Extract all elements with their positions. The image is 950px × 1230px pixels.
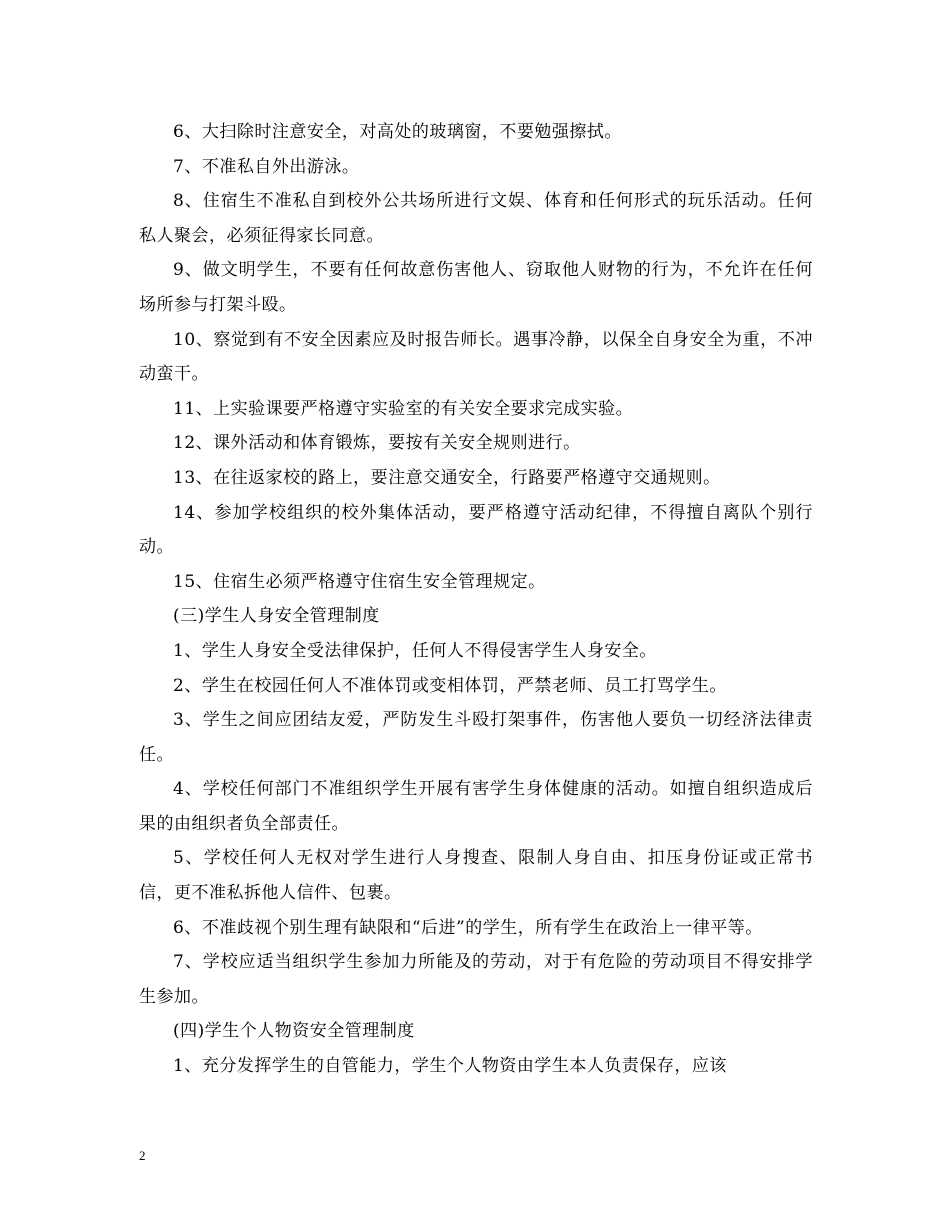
section-heading-property-safety: (四)学生个人物资安全管理制度 (173, 1021, 415, 1042)
paragraph-rule-11-laboratory: 11、上实验课要严格遵守实验室的有关安全要求完成实验。 (173, 398, 634, 419)
paragraph-rule-7-swimming: 7、不准私自外出游泳。 (173, 156, 360, 177)
paragraph-rule-12-activities: 12、课外活动和体育锻炼，要按有关安全规则进行。 (173, 433, 581, 454)
paragraph-rule-15-dormitory: 15、住宿生必须严格遵守住宿生安全管理规定。 (173, 571, 546, 592)
paragraph-rule-13-traffic: 13、在往返家校的路上，要注意交通安全，行路要严格遵守交通规则。 (173, 467, 721, 488)
paragraph-personal-rule-4: 4、学校任何部门不准组织学生开展有害学生身体健康的活动。如擅自组织造成后果的由组织者负全部责任。 (139, 779, 813, 834)
paragraph-rule-14-outings: 14、参加学校组织的校外集体活动，要严格遵守活动纪律，不得擅自离队个别行动。 (139, 502, 813, 558)
paragraph-personal-rule-1: 1、学生人身安全受法律保护，任何人不得侵害学生人身安全。 (173, 640, 657, 661)
paragraph-rule-8-boarders: 8、住宿生不准私自到校外公共场所进行文娱、体育和任何形式的玩乐活动。任何私人聚会，必须征得家长同意。 (139, 191, 813, 246)
paragraph-personal-rule-3: 3、学生之间应团结友爱，严防发生斗殴打架事件，伤害他人要负一切经济法律责任。 (139, 710, 813, 765)
paragraph-personal-rule-6: 6、不准歧视个别生理有缺限和“后进”的学生，所有学生在政治上一律平等。 (173, 917, 763, 938)
paragraph-property-rule-1: 1、充分发挥学生的自管能力，学生个人物资由学生本人负责保存，应该 (173, 1056, 727, 1077)
document-body (139, 115, 813, 1084)
paragraph-rule-10-reporting: 10、察觉到有不安全因素应及时报告师长。遇事冷静，以保全自身安全为重，不冲动蛮干。 (139, 329, 813, 385)
paragraph-personal-rule-7: 7、学校应适当组织学生参加力所能及的劳动，对于有危险的劳动项目不得安排学生参加。 (139, 952, 813, 1007)
paragraph-rule-6-cleaning: 6、大扫除时注意安全，对高处的玻璃窗，不要勉强擦拭。 (173, 122, 622, 142)
page-number: 2 (139, 1148, 146, 1163)
paragraph-rule-9-civility: 9、做文明学生，不要有任何故意伤害他人、窃取他人财物的行为，不允许在任何场所参与打架斗殴。 (139, 260, 813, 315)
section-heading-personal-safety: (三)学生人身安全管理制度 (173, 606, 380, 627)
paragraph-personal-rule-2: 2、学生在校园任何人不准体罚或变相体罚，严禁老师、员工打骂学生。 (173, 675, 727, 696)
paragraph-personal-rule-5: 5、学校任何人无权对学生进行人身搜查、限制人身自由、扣压身份证或正常书信，更不准私拆他人信件、包裹。 (139, 848, 813, 904)
